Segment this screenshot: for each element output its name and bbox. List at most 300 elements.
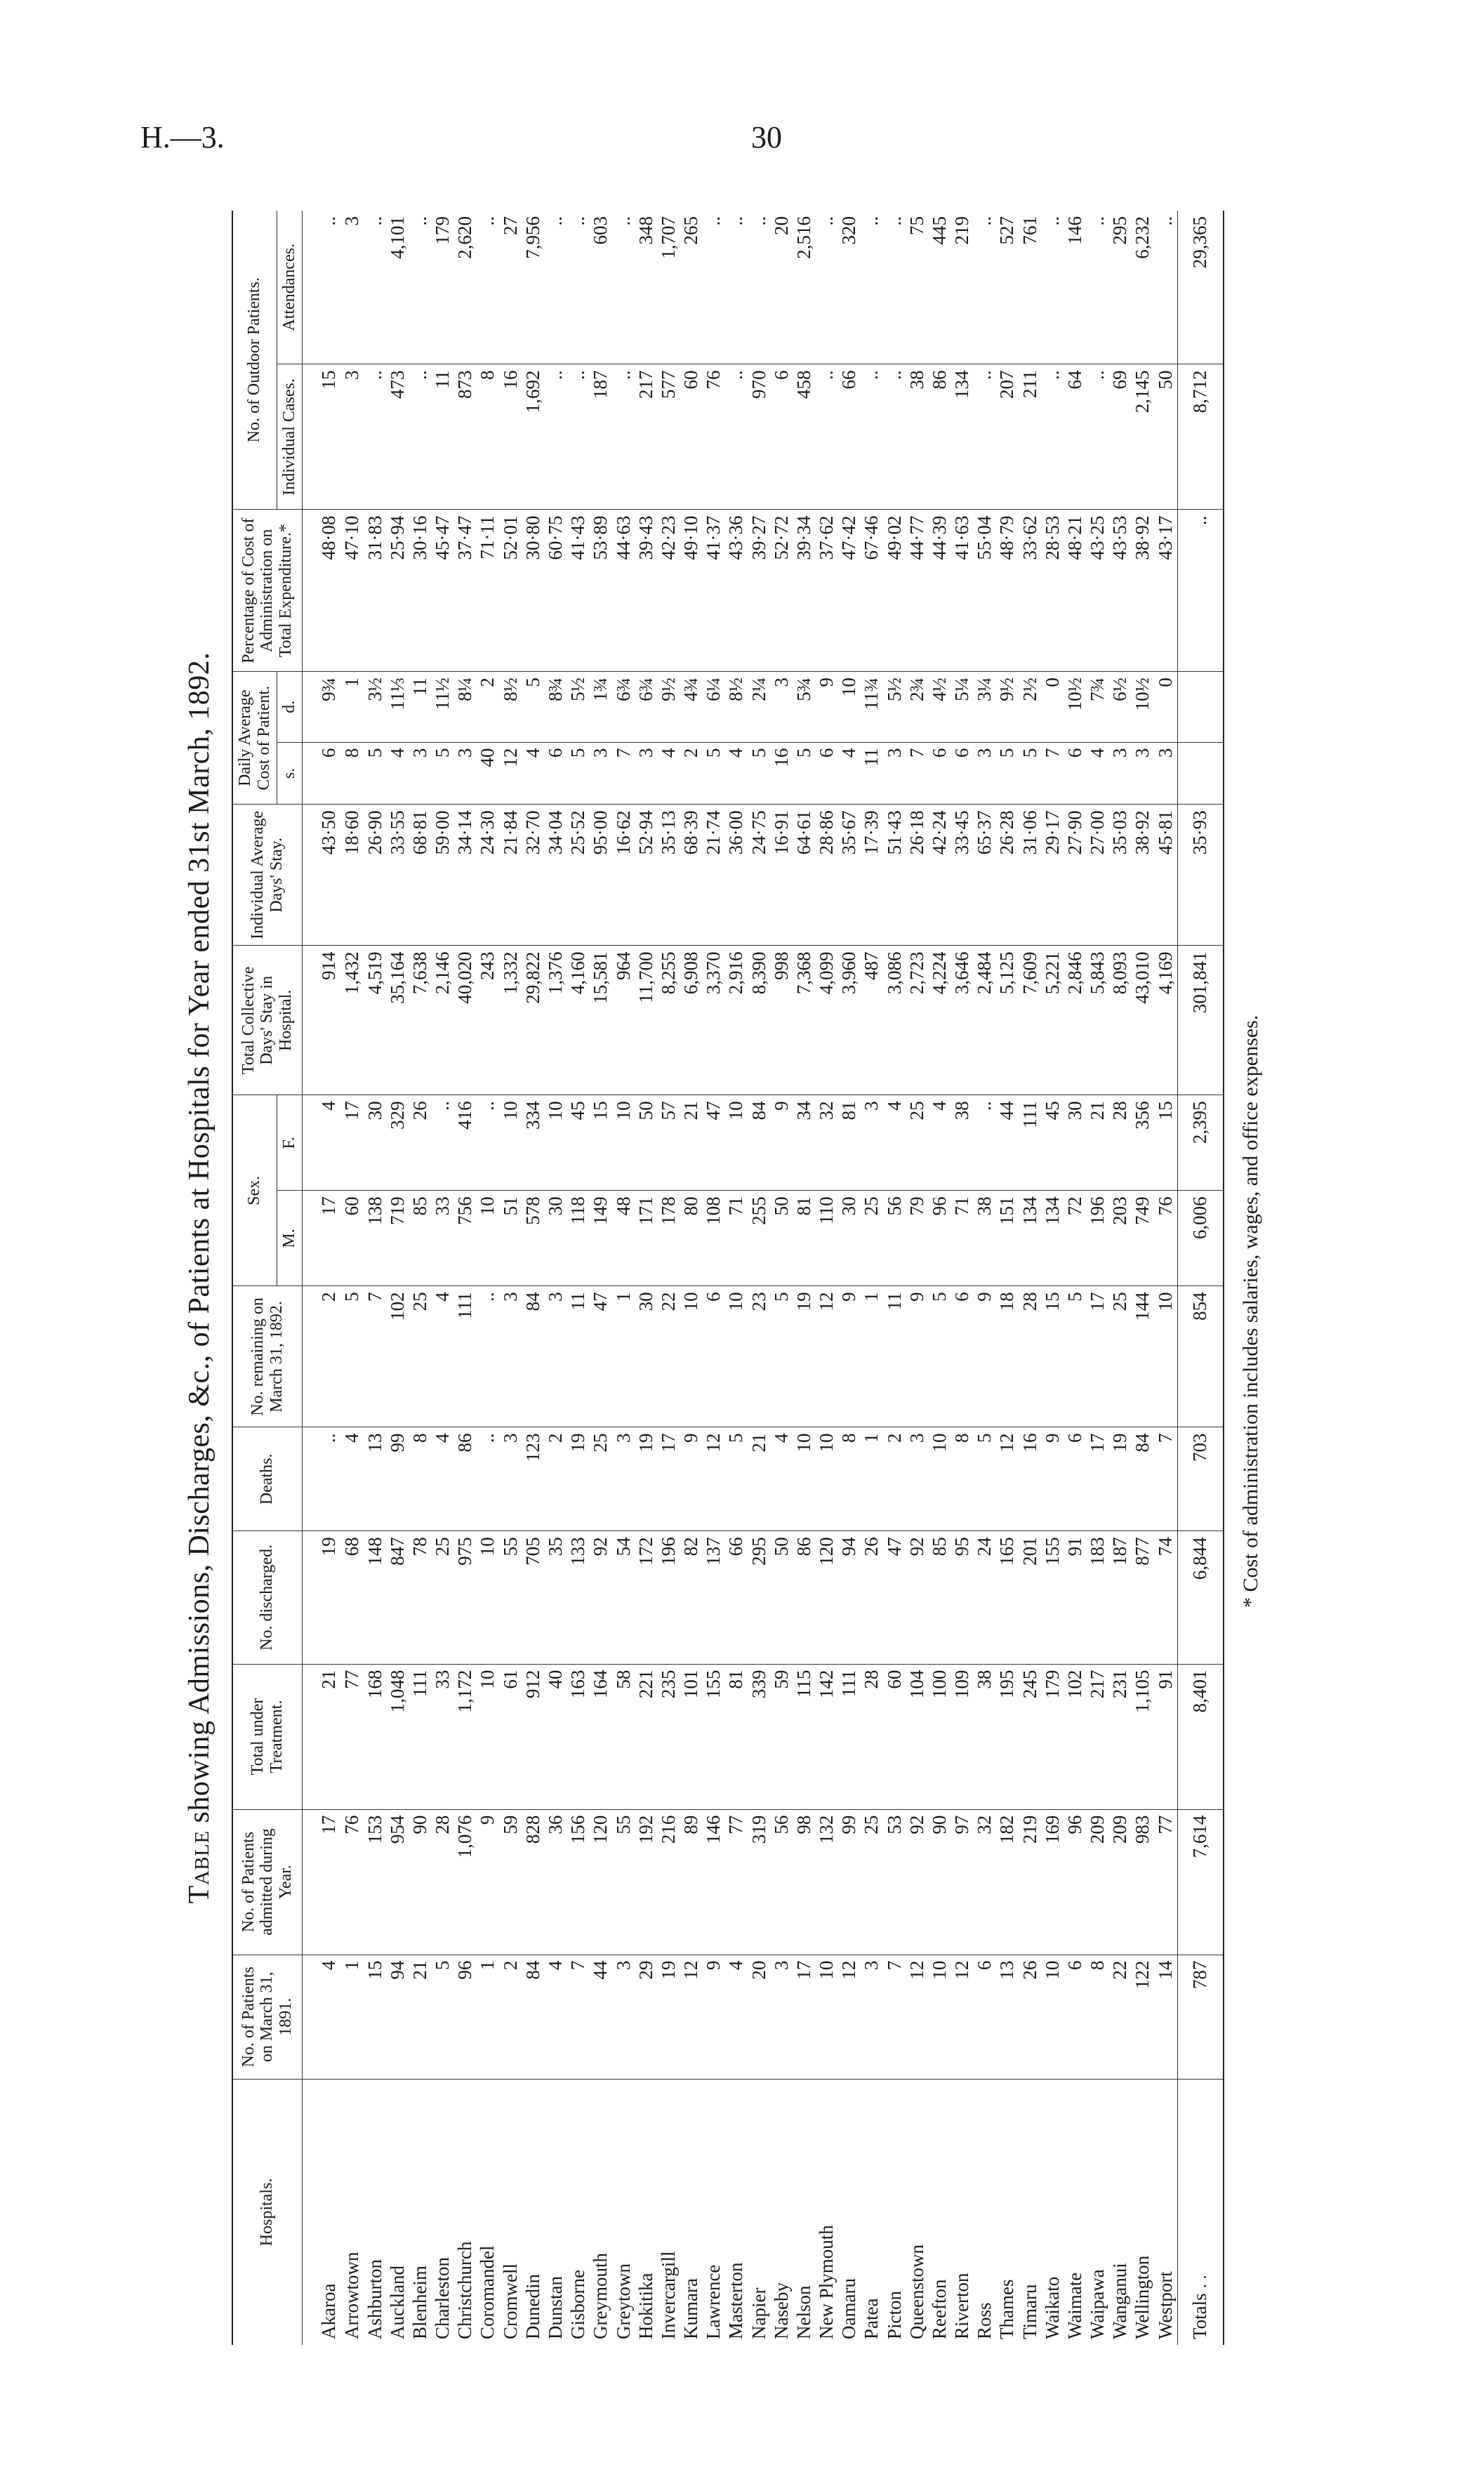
table-cell: 3 xyxy=(499,1427,522,1531)
table-cell: 81 xyxy=(838,1095,861,1191)
table-cell: 9½ xyxy=(996,672,1019,743)
table-cell: 59 xyxy=(770,1664,793,1809)
table-cell: 30·16 xyxy=(409,510,431,672)
table-cell: 3 xyxy=(612,1955,635,2079)
table-cell: 27·90 xyxy=(1064,805,1086,946)
table-cell: 34·14 xyxy=(454,805,477,946)
table-cell: 44·39 xyxy=(928,510,950,672)
table-cell: 12 xyxy=(996,1427,1019,1531)
table-cell: 10 xyxy=(815,1427,837,1531)
table-cell: 48·79 xyxy=(996,510,1019,672)
table-cell: 10½ xyxy=(1132,672,1154,743)
table-cell: 217 xyxy=(635,364,657,510)
hospital-name: Ross xyxy=(974,2079,996,2345)
table-cell: 11½ xyxy=(432,672,454,743)
table-cell: 27·00 xyxy=(1087,805,1109,946)
table-cell: 69 xyxy=(1109,364,1132,510)
totals-row xyxy=(1177,211,1223,2345)
table-cell: 146 xyxy=(703,1809,725,1955)
table-cell: 11 xyxy=(409,672,431,743)
table-cell: 79 xyxy=(906,1191,928,1286)
table-cell: .. xyxy=(364,211,386,364)
table-cell: 39·34 xyxy=(793,510,815,672)
table-cell: 56 xyxy=(770,1809,793,1955)
totals-cell: 8,712 xyxy=(1177,364,1223,510)
table-cell: 964 xyxy=(612,946,635,1095)
table-cell: 146 xyxy=(1064,211,1086,364)
table-cell: 2,145 xyxy=(1132,364,1154,510)
table-cell: 416 xyxy=(454,1095,477,1191)
totals-cell: 787 xyxy=(1177,1955,1223,2079)
table-cell: 14 xyxy=(1154,1955,1177,2079)
table-cell: 92 xyxy=(906,1531,928,1664)
table-cell: 9 xyxy=(477,1809,499,1955)
table-cell: 77 xyxy=(1154,1809,1177,1955)
table-row xyxy=(906,211,928,2345)
table-cell: 8,093 xyxy=(1109,946,1132,1095)
table-cell: 6 xyxy=(770,364,793,510)
table-cell: 5 xyxy=(432,742,454,805)
table-cell: 16·91 xyxy=(770,805,793,946)
hospital-name: Dunedin xyxy=(522,2079,544,2345)
table-row xyxy=(1087,211,1109,2345)
col-deaths: Deaths. xyxy=(233,1427,302,1531)
table-row xyxy=(815,211,837,2345)
table-row xyxy=(499,211,522,2345)
table-cell: 243 xyxy=(477,946,499,1095)
table-cell: .. xyxy=(364,364,386,510)
table-cell: 144 xyxy=(1132,1286,1154,1427)
table-cell: 3¼ xyxy=(974,672,996,743)
table-cell: 19 xyxy=(657,1955,680,2079)
table-cell: 320 xyxy=(838,211,861,364)
table-row xyxy=(703,211,725,2345)
table-cell: 134 xyxy=(1019,1191,1041,1286)
table-cell: 187 xyxy=(1109,1531,1132,1664)
table-cell: 25 xyxy=(590,1427,612,1531)
table-cell: 102 xyxy=(1064,1664,1086,1809)
table-cell: 473 xyxy=(386,364,409,510)
table-cell: 5 xyxy=(974,1427,996,1531)
table-cell: 102 xyxy=(386,1286,409,1427)
table-cell: 10 xyxy=(477,1531,499,1664)
table-cell: .. xyxy=(974,1095,996,1191)
table-cell: 76 xyxy=(703,364,725,510)
col-daily-cost: Daily Average Cost of Patient. xyxy=(233,672,277,805)
table-cell: 10 xyxy=(838,672,861,743)
table-cell: .. xyxy=(861,364,883,510)
table-cell: 9 xyxy=(974,1286,996,1427)
hospital-name: Blenheim xyxy=(409,2079,431,2345)
table-cell: 705 xyxy=(522,1531,544,1664)
table-cell: 39·43 xyxy=(635,510,657,672)
table-cell: 52·94 xyxy=(635,805,657,946)
table-cell: 13 xyxy=(364,1427,386,1531)
table-cell: 16·62 xyxy=(612,805,635,946)
table-cell: 295 xyxy=(1109,211,1132,364)
table-cell: 26·90 xyxy=(364,805,386,946)
table-cell: 21 xyxy=(409,1955,431,2079)
table-cell: 6 xyxy=(302,742,341,805)
table-cell: 17 xyxy=(793,1955,815,2079)
table-cell: 172 xyxy=(635,1531,657,1664)
totals-cell: 29,365 xyxy=(1177,211,1223,364)
table-cell: 6 xyxy=(928,742,950,805)
table-cell: 84 xyxy=(748,1095,770,1191)
table-cell: 877 xyxy=(1132,1531,1154,1664)
hospital-name: Picton xyxy=(883,2079,906,2345)
table-cell: .. xyxy=(861,211,883,364)
table-cell: 133 xyxy=(567,1531,590,1664)
table-cell: 6 xyxy=(974,1955,996,2079)
table-cell: 578 xyxy=(522,1191,544,1286)
table-row xyxy=(432,211,454,2345)
table-cell: 998 xyxy=(770,946,793,1095)
table-cell: 15 xyxy=(1041,1286,1064,1427)
table-cell: 8¾ xyxy=(544,672,567,743)
table-cell: 19 xyxy=(635,1427,657,1531)
table-cell: 171 xyxy=(635,1191,657,1286)
table-cell: .. xyxy=(302,211,341,364)
table-row xyxy=(680,211,702,2345)
table-cell: 122 xyxy=(1132,1955,1154,2079)
table-cell: 7 xyxy=(612,742,635,805)
table-cell: 57 xyxy=(657,1095,680,1191)
hospital-name: Queenstown xyxy=(906,2079,928,2345)
table-cell: 2,723 xyxy=(906,946,928,1095)
table-cell: 111 xyxy=(838,1664,861,1809)
table-row xyxy=(386,211,409,2345)
table-cell: 111 xyxy=(1019,1095,1041,1191)
table-cell: 45·47 xyxy=(432,510,454,672)
hospital-name: Gisborne xyxy=(567,2079,590,2345)
table-cell: 53·89 xyxy=(590,510,612,672)
table-cell: 219 xyxy=(1019,1809,1041,1955)
table-cell: 21 xyxy=(748,1427,770,1531)
table-cell: 245 xyxy=(1019,1664,1041,1809)
hospital-table-box xyxy=(232,211,1224,2345)
table-row xyxy=(590,211,612,2345)
table-cell: 25 xyxy=(409,1286,431,1427)
table-cell: 6 xyxy=(815,742,837,805)
table-cell: .. xyxy=(544,211,567,364)
table-cell: 120 xyxy=(590,1809,612,1955)
table-cell: 3 xyxy=(544,1286,567,1427)
table-cell: .. xyxy=(432,1095,454,1191)
table-cell: 30 xyxy=(544,1191,567,1286)
table-cell: 11⅓ xyxy=(386,672,409,743)
table-cell: 3 xyxy=(906,1427,928,1531)
col-pct-admin: Percentage of Cost of Administration on Total Expenditure.* xyxy=(233,510,302,672)
table-cell: 192 xyxy=(635,1809,657,1955)
table-row xyxy=(748,211,770,2345)
table-cell: .. xyxy=(1041,211,1064,364)
table-cell: 983 xyxy=(1132,1809,1154,1955)
table-cell: .. xyxy=(725,211,748,364)
table-cell: 8 xyxy=(409,1427,431,1531)
totals-cell: 854 xyxy=(1177,1286,1223,1427)
table-cell: .. xyxy=(1087,211,1109,364)
table-cell: .. xyxy=(725,364,748,510)
table-cell: 38 xyxy=(974,1191,996,1286)
table-cell: 7 xyxy=(364,1286,386,1427)
table-cell: 10 xyxy=(725,1095,748,1191)
hospital-name: Riverton xyxy=(951,2079,974,2345)
table-cell: 100 xyxy=(928,1664,950,1809)
table-cell: 0 xyxy=(1154,672,1177,743)
table-cell: 25·52 xyxy=(567,805,590,946)
table-cell: 9 xyxy=(703,1955,725,2079)
table-cell: 970 xyxy=(748,364,770,510)
table-cell: 44·63 xyxy=(612,510,635,672)
table-cell: 3 xyxy=(770,672,793,743)
table-cell: 34·04 xyxy=(544,805,567,946)
table-cell: 1,432 xyxy=(341,946,364,1095)
table-row xyxy=(454,211,477,2345)
table-cell: 104 xyxy=(906,1664,928,1809)
table-cell: 4 xyxy=(1087,742,1109,805)
table-cell: 16 xyxy=(499,364,522,510)
table-row xyxy=(302,211,341,2345)
table-cell: .. xyxy=(477,1427,499,1531)
table-cell: 86 xyxy=(454,1427,477,1531)
table-cell: 120 xyxy=(815,1531,837,1664)
table-cell: 111 xyxy=(409,1664,431,1809)
table-cell: 19 xyxy=(302,1531,341,1664)
table-cell: 48·08 xyxy=(302,510,341,672)
table-cell: 25 xyxy=(432,1531,454,1664)
table-cell: 1,076 xyxy=(454,1809,477,1955)
table-cell: 33 xyxy=(432,1664,454,1809)
table-cell: 28 xyxy=(1019,1286,1041,1427)
table-cell: 99 xyxy=(386,1427,409,1531)
table-cell: 169 xyxy=(1041,1809,1064,1955)
table-cell: 203 xyxy=(1109,1191,1132,1286)
table-cell: 38 xyxy=(974,1664,996,1809)
table-cell: 78 xyxy=(409,1531,431,1664)
table-cell: 11 xyxy=(567,1286,590,1427)
table-cell: 29 xyxy=(635,1955,657,2079)
table-cell: 487 xyxy=(861,946,883,1095)
hospital-name: Naseby xyxy=(770,2079,793,2345)
table-cell: .. xyxy=(815,211,837,364)
table-cell: 42·24 xyxy=(928,805,950,946)
table-cell: 445 xyxy=(928,211,950,364)
table-cell: 4 xyxy=(883,1095,906,1191)
table-cell: 25 xyxy=(861,1191,883,1286)
table-cell: 719 xyxy=(386,1191,409,1286)
col-on-mar-1891: No. of Patients on March 31, 1891. xyxy=(233,1955,302,2079)
totals-cell: 301,841 xyxy=(1177,946,1223,1095)
table-cell: 82 xyxy=(680,1531,702,1664)
table-cell: 9 xyxy=(838,1286,861,1427)
table-cell: 954 xyxy=(386,1809,409,1955)
table-cell: 6 xyxy=(703,1286,725,1427)
hospital-name: Waipawa xyxy=(1087,2079,1109,2345)
table-row xyxy=(974,211,996,2345)
table-cell: 138 xyxy=(364,1191,386,1286)
table-cell: 30·80 xyxy=(522,510,544,672)
table-cell: 339 xyxy=(748,1664,770,1809)
table-cell: 9 xyxy=(680,1427,702,1531)
table-row xyxy=(522,211,544,2345)
table-totals xyxy=(1177,211,1223,2345)
table-cell: 24·30 xyxy=(477,805,499,946)
table-cell: 5 xyxy=(567,742,590,805)
col-discharged: No. discharged. xyxy=(233,1531,302,1664)
table-cell: 179 xyxy=(432,211,454,364)
table-cell: 2,846 xyxy=(1064,946,1086,1095)
table-cell: 33·55 xyxy=(386,805,409,946)
table-cell: 4 xyxy=(302,1955,341,2079)
table-cell: 209 xyxy=(1109,1809,1132,1955)
table-cell: 94 xyxy=(386,1955,409,2079)
table-cell: 17 xyxy=(302,1809,341,1955)
table-cell: 77 xyxy=(341,1664,364,1809)
table-cell: 40 xyxy=(544,1664,567,1809)
table-cell: 76 xyxy=(341,1809,364,1955)
table-cell: 5 xyxy=(703,742,725,805)
table-cell: 4,169 xyxy=(1154,946,1177,1095)
table-cell: 10 xyxy=(612,1095,635,1191)
table-cell: 24·75 xyxy=(748,805,770,946)
hospital-name: Thames xyxy=(996,2079,1019,2345)
table-cell: 17 xyxy=(341,1095,364,1191)
table-cell: 1,105 xyxy=(1132,1664,1154,1809)
table-cell: 914 xyxy=(302,946,341,1095)
table-cell: 7,368 xyxy=(793,946,815,1095)
table-cell: 38 xyxy=(951,1095,974,1191)
rotated-table-area xyxy=(183,211,1320,2345)
hospital-name: Napier xyxy=(748,2079,770,2345)
table-cell: 201 xyxy=(1019,1531,1041,1664)
table-cell: 10½ xyxy=(1064,672,1086,743)
col-admitted: No. of Patients admitted during Year. xyxy=(233,1809,302,1955)
table-cell: 11 xyxy=(883,1286,906,1427)
table-row xyxy=(635,211,657,2345)
table-cell: 5,125 xyxy=(996,946,1019,1095)
table-cell: 749 xyxy=(1132,1191,1154,1286)
table-cell: 30 xyxy=(364,1095,386,1191)
table-cell: 4 xyxy=(544,1955,567,2079)
table-cell: 35·13 xyxy=(657,805,680,946)
totals-cell: 2,395 xyxy=(1177,1095,1223,1191)
table-cell: 22 xyxy=(657,1286,680,1427)
table-cell: 30 xyxy=(1064,1095,1086,1191)
hospital-name: Akaroa xyxy=(302,2079,341,2345)
table-cell: 1,707 xyxy=(657,211,680,364)
table-cell: .. xyxy=(974,364,996,510)
hospital-name: Waikato xyxy=(1041,2079,1064,2345)
table-cell: 91 xyxy=(1154,1664,1177,1809)
table-cell: 24 xyxy=(974,1531,996,1664)
table-cell: 219 xyxy=(951,211,974,364)
hospital-table xyxy=(233,211,1223,2345)
table-cell: 68 xyxy=(341,1531,364,1664)
table-cell: 6¾ xyxy=(635,672,657,743)
totals-cell: 6,006 xyxy=(1177,1191,1223,1286)
table-cell: 45 xyxy=(1041,1095,1064,1191)
table-cell: 68·39 xyxy=(680,805,702,946)
table-cell: 3 xyxy=(861,1955,883,2079)
table-cell: 195 xyxy=(996,1664,1019,1809)
table-cell: 17·39 xyxy=(861,805,883,946)
table-cell: .. xyxy=(409,364,431,510)
table-cell: 12 xyxy=(951,1955,974,2079)
table-cell: 108 xyxy=(703,1191,725,1286)
table-cell: 4,224 xyxy=(928,946,950,1095)
table-cell: 43·53 xyxy=(1109,510,1132,672)
hospital-name: Ashburton xyxy=(364,2079,386,2345)
col-total-treatment: Total under Treatment. xyxy=(233,1664,302,1809)
table-cell: 10 xyxy=(544,1095,567,1191)
table-cell: 71 xyxy=(951,1191,974,1286)
table-cell: 148 xyxy=(364,1531,386,1664)
table-cell: 3 xyxy=(1109,742,1132,805)
table-cell: 153 xyxy=(364,1809,386,1955)
table-cell: 11¾ xyxy=(861,672,883,743)
table-row xyxy=(341,211,364,2345)
table-cell: 183 xyxy=(1087,1531,1109,1664)
table-cell: 4 xyxy=(522,742,544,805)
col-total-days: Total Collective Days' Stay in Hospital. xyxy=(233,946,302,1095)
hospital-name: Dunstan xyxy=(544,2079,567,2345)
hospital-name: Wellington xyxy=(1132,2079,1154,2345)
table-cell: 37·47 xyxy=(454,510,477,672)
table-cell: 28 xyxy=(861,1664,883,1809)
table-row xyxy=(861,211,883,2345)
table-cell: 95·00 xyxy=(590,805,612,946)
table-cell: 30 xyxy=(635,1286,657,1427)
table-cell: .. xyxy=(1041,364,1064,510)
table-row xyxy=(793,211,815,2345)
table-cell: 7 xyxy=(567,1955,590,2079)
hospital-name: Oamaru xyxy=(838,2079,861,2345)
table-row xyxy=(838,211,861,2345)
table-cell: 1 xyxy=(341,1955,364,2079)
title-text: showing Admissions, Discharges, &c., of Patients at Hospitals for Year ended 31st March, 1892. xyxy=(183,652,216,1823)
hospital-name: Lawrence xyxy=(703,2079,725,2345)
table-cell: 36·00 xyxy=(725,805,748,946)
table-cell: 41·43 xyxy=(567,510,590,672)
table-cell: 32 xyxy=(974,1809,996,1955)
table-cell: 76 xyxy=(1154,1191,1177,1286)
table-cell: 28 xyxy=(432,1809,454,1955)
table-cell: 10 xyxy=(793,1427,815,1531)
table-cell: 72 xyxy=(1064,1191,1086,1286)
table-cell: 912 xyxy=(522,1664,544,1809)
table-cell: 50 xyxy=(635,1095,657,1191)
table-row xyxy=(770,211,793,2345)
table-cell: 50 xyxy=(1154,364,1177,510)
table-title xyxy=(183,211,216,2345)
table-cell: .. xyxy=(567,364,590,510)
table-cell: 16 xyxy=(770,742,793,805)
totals-cell xyxy=(1177,742,1223,805)
page-number: 30 xyxy=(751,120,782,154)
table-cell: 66 xyxy=(725,1531,748,1664)
table-cell: 12 xyxy=(703,1427,725,1531)
table-cell: .. xyxy=(748,211,770,364)
table-cell: 6 xyxy=(951,742,974,805)
table-cell: 231 xyxy=(1109,1664,1132,1809)
table-row xyxy=(1019,211,1041,2345)
table-cell: 123 xyxy=(522,1427,544,1531)
hospital-name: Coromandel xyxy=(477,2079,499,2345)
totals-cell: 35·93 xyxy=(1177,805,1223,946)
table-cell: 58 xyxy=(612,1664,635,1809)
hospital-name: Reefton xyxy=(928,2079,950,2345)
